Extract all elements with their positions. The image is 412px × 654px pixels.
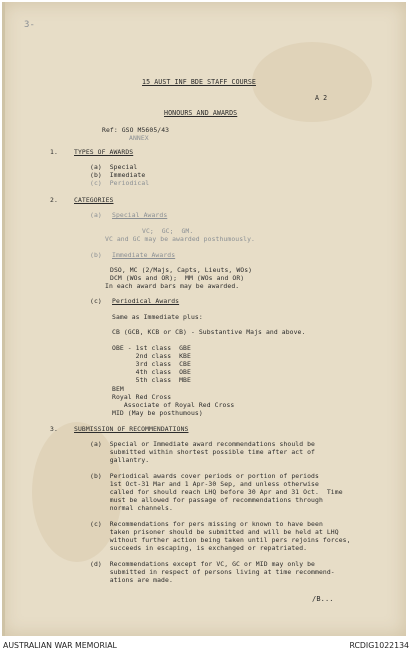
archive-footer: [0, 637, 412, 654]
footer-id: RCDIG1022134: [349, 641, 409, 650]
obe-class-line: 5th class MBE: [112, 376, 191, 384]
subsection-b-title: Immediate Awards: [112, 251, 176, 259]
document-title: HONOURS AND AWARDS: [164, 109, 238, 117]
para-c-line: succeeds in escaping, is exchanged or repatriated.: [90, 544, 308, 552]
para-a-line: gallantry.: [90, 456, 150, 464]
footer-source: AUSTRALIAN WAR MEMORIAL: [3, 641, 117, 650]
para-c-line: taken prisoner should be submitted and will be held at LHQ: [90, 528, 339, 536]
document-page: [2, 2, 406, 636]
immediate-awards-line: DCM (WOs and OR); MM (WOs and OR): [110, 274, 245, 282]
page-edge: [2, 2, 5, 636]
reference-line-2: ANNEX: [129, 134, 149, 142]
extra-award-line: Royal Red Cross: [112, 393, 172, 401]
continuation-mark: /B...: [312, 595, 334, 603]
subsection-b-label: (b): [90, 251, 102, 259]
obe-class-line: OBE - 1st class GBE: [112, 344, 191, 352]
section-3-number: 3.: [50, 425, 58, 433]
extra-award-line: BEM: [112, 385, 124, 393]
course-header: 15 AUST INF BDE STAFF COURSE: [142, 78, 256, 86]
section-1-item: (a) Special: [90, 163, 138, 171]
periodical-awards-cb: CB (GCB, KCB or CB) - Substantive Majs and above.: [112, 328, 306, 336]
special-awards-note: VC and GC may be awarded posthumously.: [105, 235, 256, 243]
para-b-line: must be allowed for passage of recommendations through: [90, 496, 323, 504]
extra-award-line: Associate of Royal Red Cross: [112, 401, 235, 409]
subsection-a-label: (a): [90, 211, 102, 219]
section-1-heading: TYPES OF AWARDS: [74, 148, 134, 156]
special-awards-list: VC; GC; GM.: [142, 227, 194, 235]
para-c-line: (c) Recommendations for pers missing or known to have been: [90, 520, 323, 528]
para-a-line: (a) Special or Immediate award recommendations should be: [90, 440, 316, 448]
obe-class-line: 2nd class KBE: [112, 352, 191, 360]
subsection-a-title: Special Awards: [112, 211, 168, 219]
section-2-number: 2.: [50, 196, 58, 204]
para-b-line: normal channels.: [90, 504, 173, 512]
subsection-c-label: (c): [90, 297, 102, 305]
subsection-c-title: Periodical Awards: [112, 297, 180, 305]
section-3-heading: SUBMISSION OF RECOMMENDATIONS: [74, 425, 189, 433]
section-1-item: (c) Periodical: [90, 179, 150, 187]
para-c-line: without further action being taken until pers rejoins forces,: [90, 536, 351, 544]
periodical-awards-intro: Same as Immediate plus:: [112, 313, 203, 321]
section-1-item: (b) Immediate: [90, 171, 146, 179]
reference-line: Ref: GSO M5605/43: [102, 126, 170, 134]
para-d-line: ations are made.: [90, 576, 173, 584]
obe-class-line: 3rd class CBE: [112, 360, 191, 368]
obe-class-line: 4th class OBE: [112, 368, 191, 376]
section-1-number: 1.: [50, 148, 58, 156]
para-a-line: submitted within shortest possible time after act of: [90, 448, 316, 456]
immediate-awards-note: In each award bars may be awarded.: [105, 282, 240, 290]
para-b-line: 1st Oct-31 Mar and 1 Apr-30 Sep, and unless otherwise: [90, 480, 319, 488]
para-b-line: called for should reach LHQ before 30 Apr and 31 Oct. Time: [90, 488, 343, 496]
corner-marks: 3-: [24, 20, 36, 30]
paper-stain: [252, 42, 372, 122]
para-d-line: submitted in respect of persons living at time recommend-: [90, 568, 335, 576]
para-b-line: (b) Periodical awards cover periods or portion of periods: [90, 472, 319, 480]
page-reference: A 2: [315, 94, 328, 102]
immediate-awards-line: DSO, MC (2/Majs, Capts, Lieuts, WOs): [110, 266, 253, 274]
section-2-heading: CATEGORIES: [74, 196, 114, 204]
para-d-line: (d) Recommendations except for VC, GC or MID may only be: [90, 560, 316, 568]
extra-award-line: MID (May be posthumous): [112, 409, 203, 417]
